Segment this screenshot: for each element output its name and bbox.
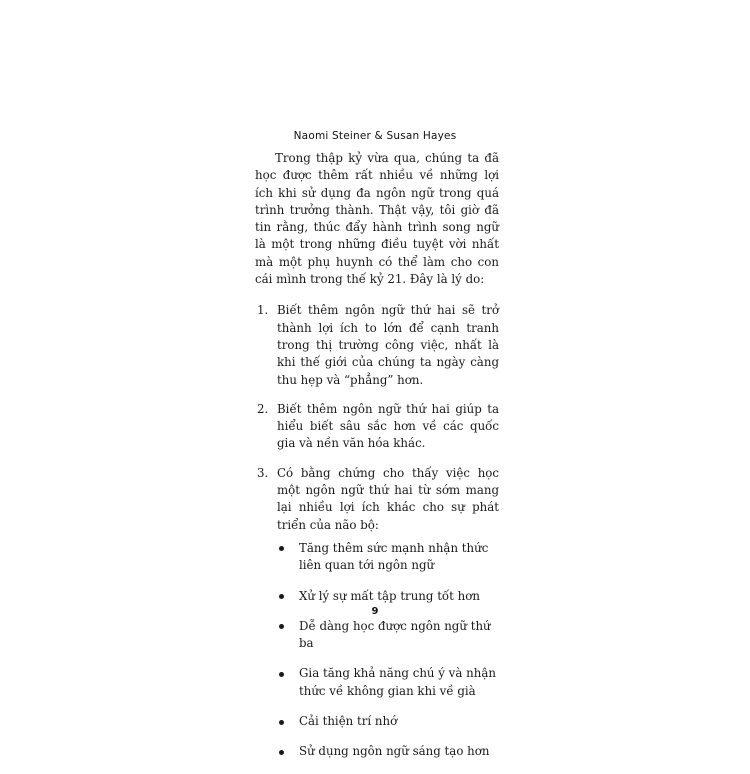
benefit-text: Cải thiện trí nhớ	[299, 714, 398, 729]
bullet-icon	[279, 546, 284, 551]
reason-number: 2.	[257, 401, 269, 416]
benefit-item	[277, 540, 499, 575]
benefit-text: Dễ dàng học được ngôn ngữ thứ ba	[299, 618, 491, 651]
page-number: 9	[371, 606, 379, 617]
reason-text: Biết thêm ngôn ngữ thứ hai sẽ trở thành lợi ích to lớn để cạnh tranh trong thị trường công việc, nhất là khi thế giới của chúng ta ngày càng thu hẹp và “phẳng” hơn.	[277, 303, 499, 387]
intro-paragraph: Trong thập kỷ vừa qua, chúng ta đã học được thêm rất nhiều về những lợi ích khi sử dụng đa ngôn ngữ trong quá trình trưởng thành. Thật vậy, tôi giờ đã tin rằng, thúc đẩy hành trình song ngữ là một trong những điều tuyệt vời nhất mà một phụ huynh có thể làm cho con cái mình trong thế kỷ 21. Đây là lý do:	[255, 151, 499, 287]
benefit-item	[277, 618, 499, 653]
running-head: Naomi Steiner & Susan Hayes	[293, 130, 457, 142]
reason-text: Biết thêm ngôn ngữ thứ hai giúp ta hiểu biết sâu sắc hơn về các quốc gia và nền văn hóa khác.	[277, 401, 499, 451]
benefit-item	[277, 665, 499, 700]
reason-number: 1.	[257, 303, 269, 318]
reason-item	[255, 302, 499, 388]
reason-number: 3.	[257, 465, 269, 480]
body-text	[255, 150, 499, 774]
benefit-text: Gia tăng khả năng chú ý và nhận thức về không gian khi về già	[299, 666, 496, 698]
benefit-text: Tăng thêm sức mạnh nhận thức liên quan tới ngôn ngữ	[299, 540, 489, 573]
benefit-text: Sử dụng ngôn ngữ sáng tạo hơn	[299, 744, 490, 759]
benefit-text: Xử lý sự mất tập trung tốt hơn	[299, 588, 480, 603]
bullet-icon	[279, 720, 284, 725]
benefit-item	[277, 713, 499, 730]
benefits-list	[277, 540, 499, 761]
bullet-icon	[279, 672, 284, 677]
bullet-icon	[279, 750, 284, 755]
benefit-item	[277, 588, 499, 605]
benefit-item	[277, 743, 499, 760]
bullet-icon	[279, 594, 284, 599]
reason-text: Có bằng chứng cho thấy việc học một ngôn ngữ thứ hai từ sớm mang lại nhiều lợi ích khác cho sự phát triển của não bộ:	[277, 465, 499, 532]
bullet-icon	[279, 624, 284, 629]
reasons-list	[255, 302, 499, 760]
reason-item	[255, 401, 499, 453]
